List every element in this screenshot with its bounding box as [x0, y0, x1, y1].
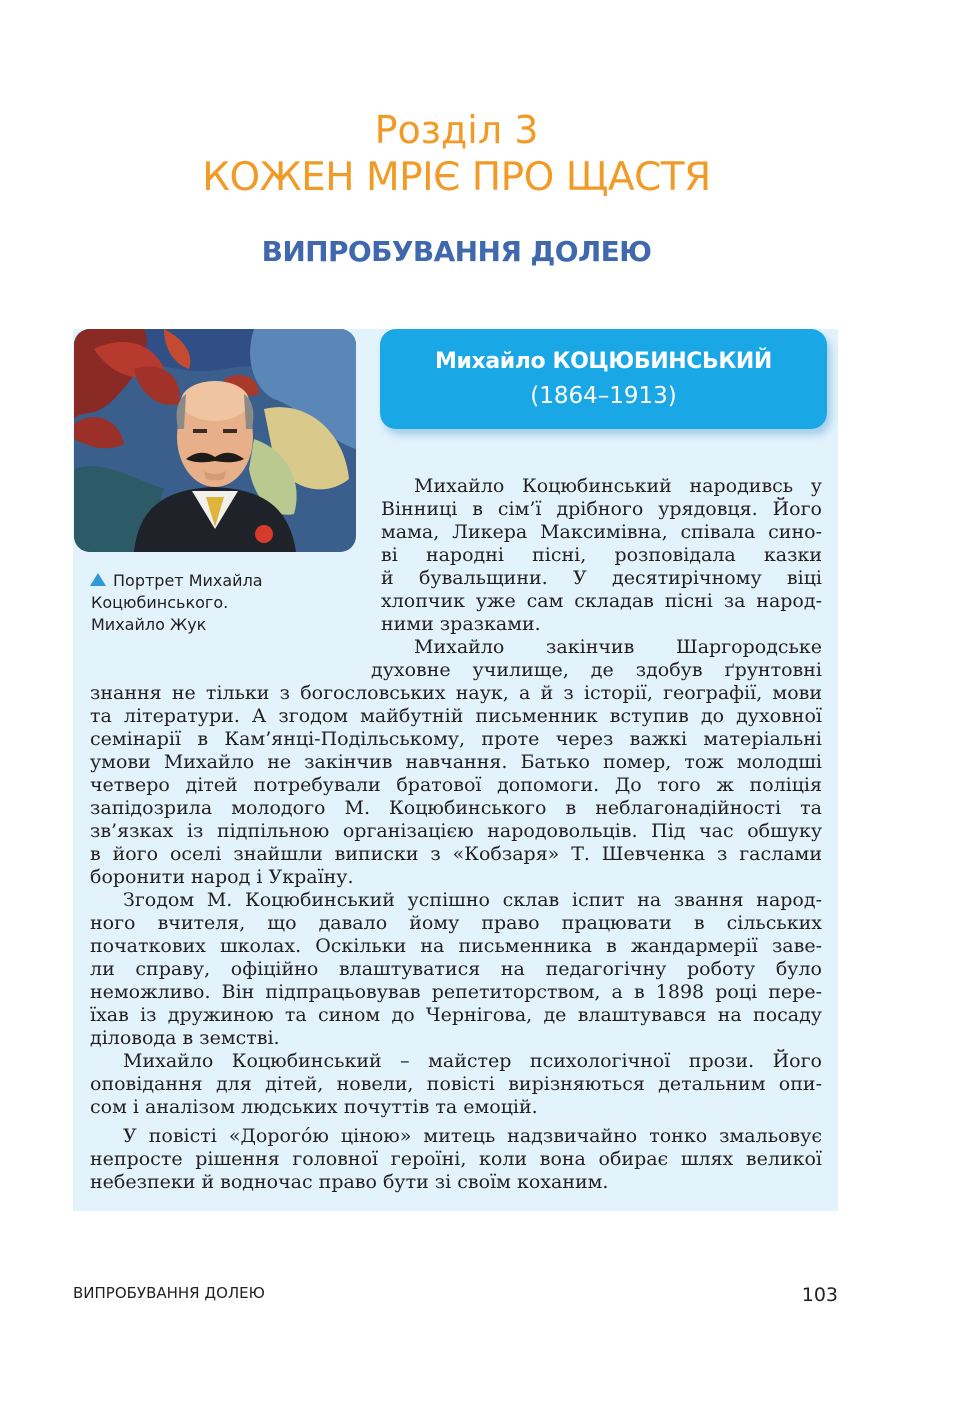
- text-line: Михайло закінчив Шаргородське: [414, 636, 822, 658]
- caption-line: Коцюбинського.: [91, 593, 229, 612]
- portrait-image: [74, 329, 356, 552]
- author-last-name: КОЦЮБИНСЬКИЙ: [552, 349, 772, 374]
- text-line: духовне училище, де здобув ґрунтовні: [371, 659, 822, 681]
- text-line: в його оселі знайшли виписки з «Кобзаря» Т. Шевченка з гаслами: [90, 843, 822, 865]
- author-title-box: [380, 329, 827, 429]
- text-line: їхав із дружиною та сином до Чернігова, де влаштувався на посаду: [90, 1004, 822, 1026]
- text-line: ли справу, офіційно влаштуватися на педагогічну роботу було: [90, 958, 822, 980]
- text-line: початкових школах. Оскільки на письменника в жандармерії заве-: [90, 935, 822, 957]
- page-number: 103: [801, 1284, 838, 1306]
- text-line: та літератури. А згодом майбутній письменник вступив до духовної: [90, 705, 822, 727]
- portrait-caption: [91, 570, 351, 636]
- text-line: хлопчик уже сам складав пісні за народ-: [381, 590, 822, 612]
- text-line: Згодом М. Коцюбинський успішно склав іспит на звання народ-: [123, 889, 822, 911]
- text-line: небезпеки й водночас право бути зі своїм коханим.: [90, 1171, 609, 1193]
- chapter-number: Розділ 3: [374, 108, 539, 152]
- text-line: Михайло Коцюбинський – майстер психологічної прози. Його: [123, 1050, 822, 1072]
- footer-section-title: ВИПРОБУВАННЯ ДОЛЕЮ: [73, 1284, 265, 1302]
- caption-line: Михайло Жук: [91, 615, 207, 634]
- text-line: боронити народ і Україну.: [90, 866, 354, 888]
- text-line: й бувальщини. У десятирічному віці: [381, 567, 822, 589]
- text-line: оповідання для дітей, новели, повісті вирізняються детальним опи-: [90, 1073, 822, 1095]
- triangle-marker-icon: [90, 573, 106, 586]
- text-line: зв’язках із підпільною організацією народовольців. Під час обшуку: [90, 820, 822, 842]
- text-line: мама, Ликера Максимівна, співала сино-: [381, 521, 822, 543]
- section-title: ВИПРОБУВАННЯ ДОЛЕЮ: [261, 235, 652, 268]
- text-line: непросте рішення головної героїні, коли вона обирає шлях великої: [90, 1148, 822, 1170]
- text-line: неможливо. Він підпрацьовував репетиторством, а в 1898 році пере-: [90, 981, 822, 1003]
- text-line: Вінниці в сім’ї дрібного урядовця. Його: [381, 498, 822, 520]
- text-line: Михайло Коцюбинський народивсь у: [414, 475, 822, 497]
- author-first-name: Михайло: [435, 349, 546, 374]
- text-line: діловода в земстві.: [90, 1027, 280, 1049]
- text-line: сом і аналізом людських почуттів та емоцій.: [90, 1096, 538, 1118]
- text-line: ві народні пісні, розповідала казки: [381, 544, 822, 566]
- text-line: умови Михайло не закінчив навчання. Батько помер, тож молодші: [90, 751, 822, 773]
- chapter-title: КОЖЕН МРІЄ ПРО ЩАСТЯ: [202, 155, 711, 200]
- text-line: семінарії в Кам’янці-Подільському, проте через важкі матеріальні: [90, 728, 822, 750]
- text-line: четверо дітей потребували братової допомоги. До того ж поліція: [90, 774, 822, 796]
- text-line: ного вчителя, що давало йому право працювати в сільських: [90, 912, 822, 934]
- caption-line: Портрет Михайла: [113, 571, 263, 590]
- text-line: ними зразками.: [381, 613, 541, 635]
- text-line: знання не тільки з богословських наук, а й з історії, географії, мови: [90, 682, 822, 704]
- author-years: (1864–1913): [530, 383, 677, 409]
- text-line: У повісті «Дорогóю ціною» митець надзвичайно тонко змальовує: [123, 1125, 822, 1147]
- text-line: запідозрила молодого М. Коцюбинського в неблагонадійності та: [90, 797, 822, 819]
- author-name: [380, 349, 827, 374]
